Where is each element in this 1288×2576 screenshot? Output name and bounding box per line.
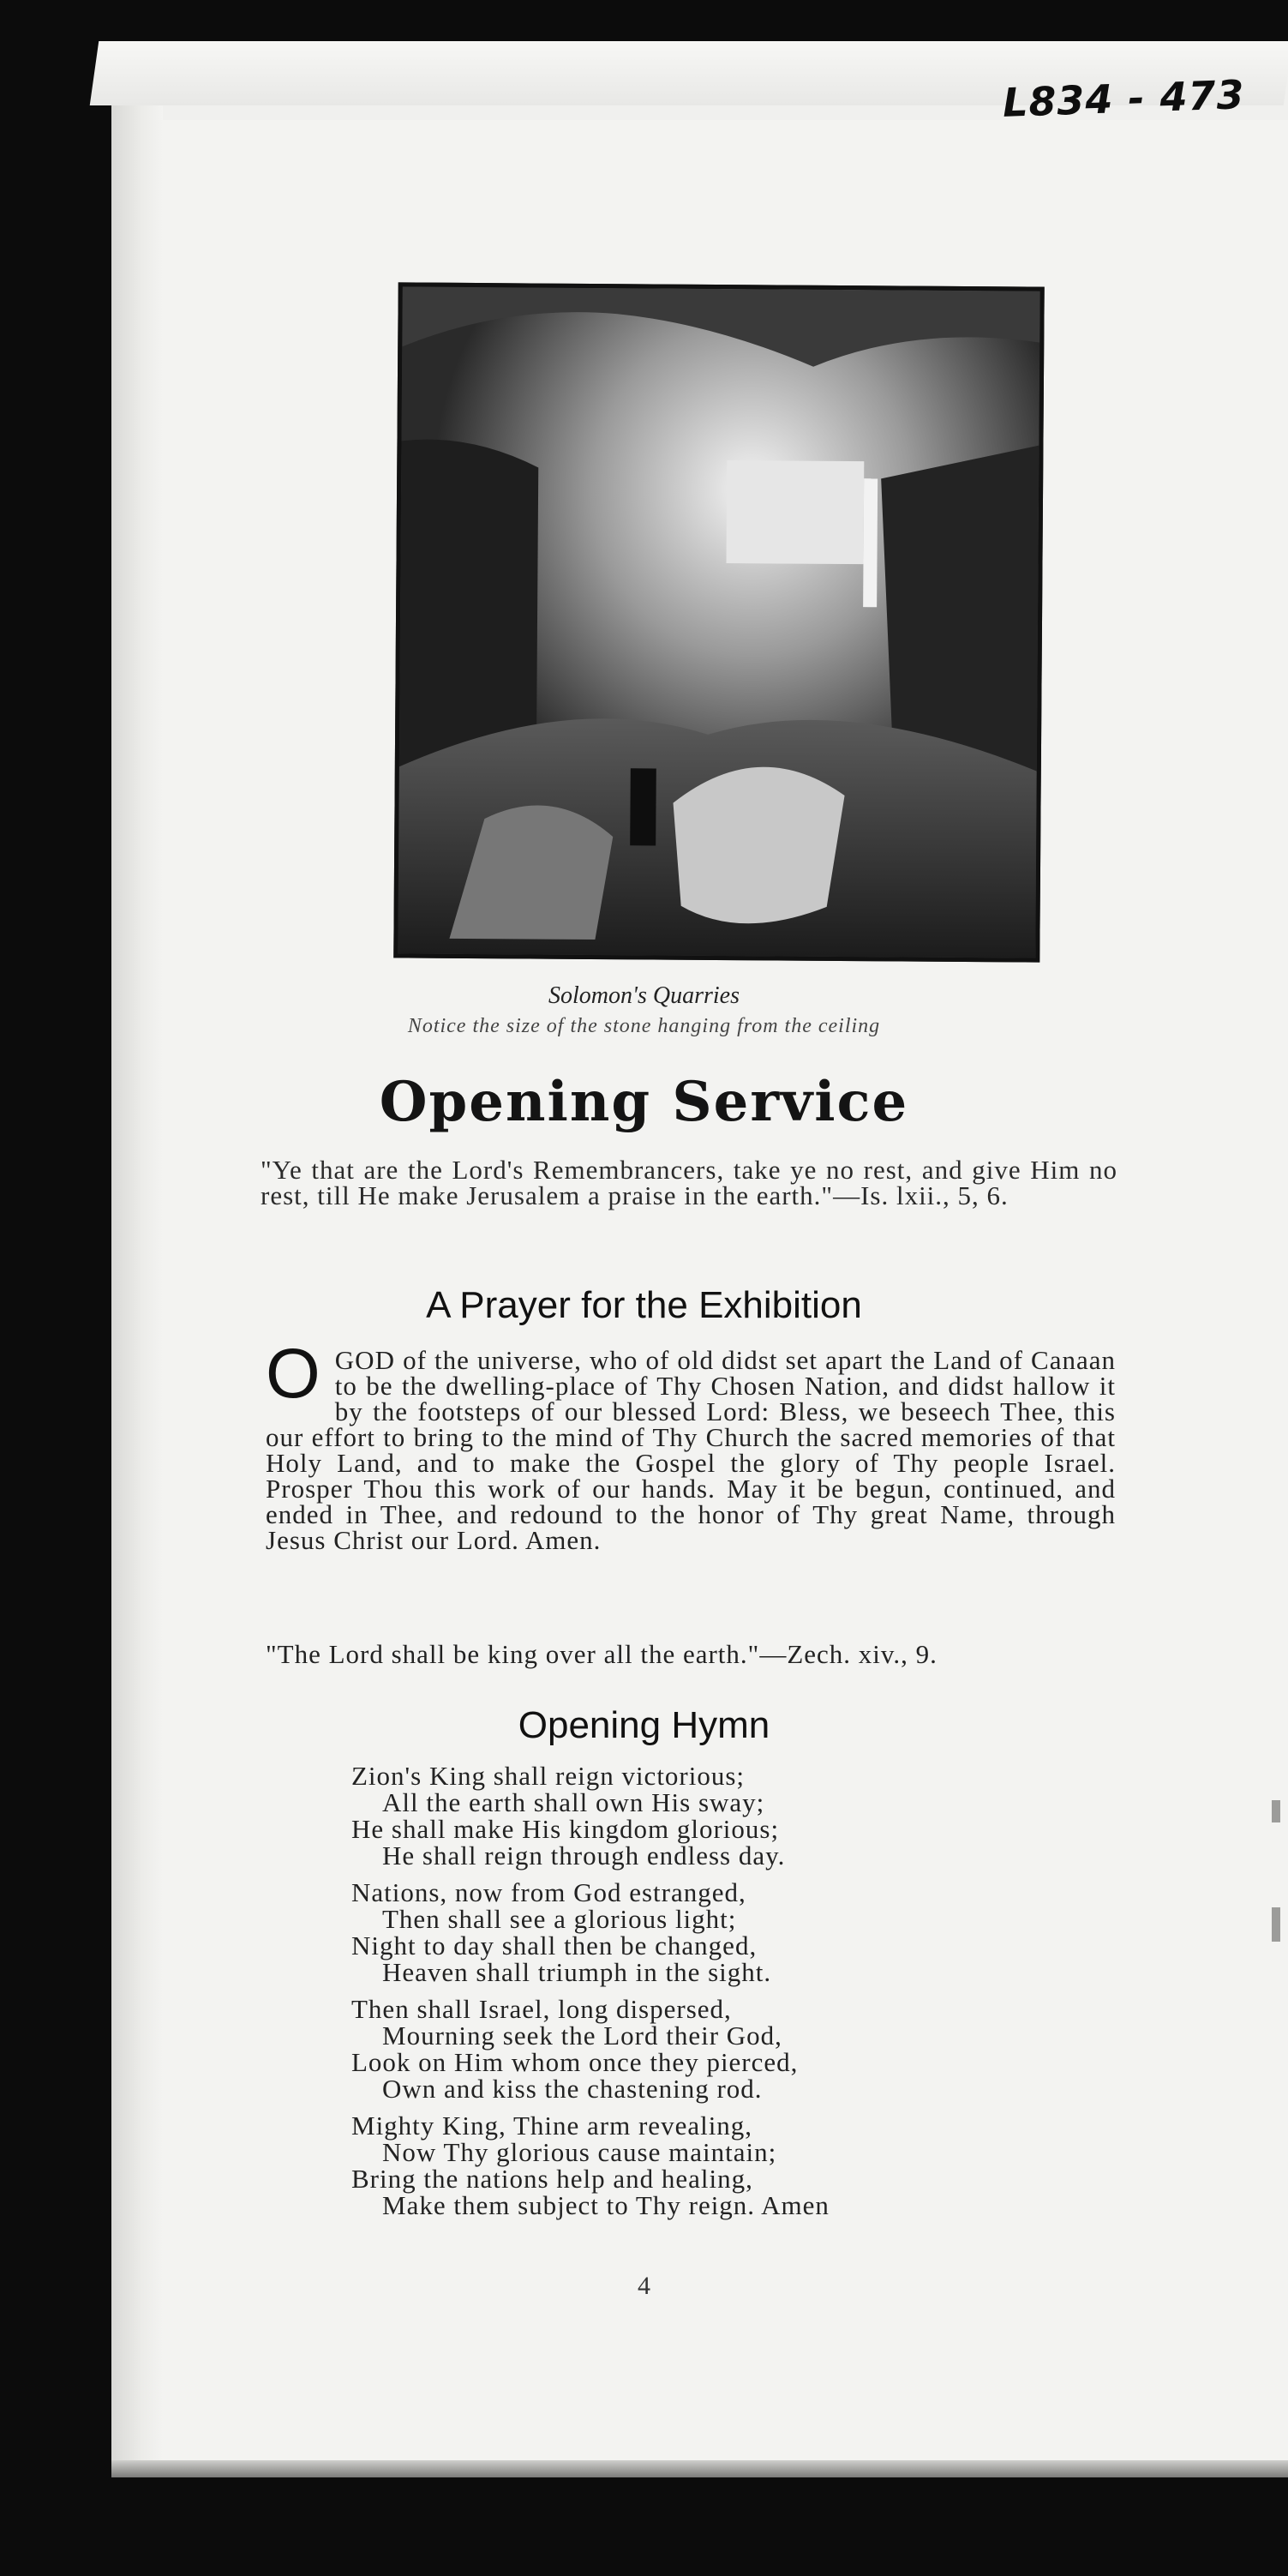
- hymn-line: Then shall Israel, long dispersed,: [351, 1994, 732, 2024]
- quarry-photo: [393, 282, 1044, 962]
- hymn-line: He shall reign through endless day.: [382, 1840, 786, 1870]
- hymn-line: Mighty King, Thine arm revealing,: [351, 2111, 753, 2141]
- hymn-line: Heaven shall triumph in the sight.: [382, 1957, 772, 1987]
- hymn-stanza: [351, 2112, 1020, 2219]
- prayer-body: GOD of the universe, who of old didst set apart the Land of Canaan to be the dwelling-place of Thy Chosen Nation, and didst hallow it by the footsteps of our blessed Lord: Bless, we beseech Thee, this our effort to bring to the mind of Thy Church the sacred memories of that Holy Land, and to make the Gospel the glory of Thy people Israel. Prosper Thou this work of our hands. May it be begun, continued, and ended in Thee, and redound to the honor of Thy great Name, through Jesus Christ our Lord. Amen.: [266, 1345, 1116, 1555]
- hymn-stanza: [351, 1879, 1020, 1985]
- photo-caption-title: Solomon's Quarries: [548, 982, 740, 1009]
- photo-caption-note: Notice the size of the stone hanging from the ceiling: [407, 1015, 881, 1037]
- hymn-line: He shall make His kingdom glorious;: [351, 1814, 780, 1844]
- page-bottom-edge: [111, 2460, 1288, 2477]
- hymn-line: Own and kiss the chastening rod.: [382, 2074, 763, 2104]
- prayer-heading: A Prayer for the Exhibition: [426, 1284, 862, 1326]
- prayer-dropcap: O: [266, 1335, 321, 1413]
- hymn-heading: Opening Hymn: [518, 1704, 770, 1746]
- quarry-photo-image: [398, 286, 1039, 958]
- edge-mark: [1272, 1800, 1280, 1822]
- zechariah-quote: "The Lord shall be king over all the earth."—Zech. xiv., 9.: [266, 1639, 938, 1669]
- hymn-line: Look on Him whom once they pierced,: [351, 2047, 799, 2077]
- page-number: 4: [638, 2272, 650, 2300]
- opening-service-heading: Opening Service: [379, 1070, 909, 1134]
- hymn-line: Zion's King shall reign victorious;: [351, 1761, 746, 1791]
- hymn-line: All the earth shall own His sway;: [382, 1787, 765, 1817]
- catalog-number: L834 - 473: [1002, 71, 1246, 126]
- hymn-text: [351, 1762, 1020, 2229]
- hymn-line: Night to day shall then be changed,: [351, 1930, 758, 1961]
- hymn-line: Nations, now from God estranged,: [351, 1877, 746, 1907]
- scripture-verse: "Ye that are the Lord's Remembrancers, take ye no rest, and give Him no rest, till He make Jerusalem a praise in the earth."—Is. lxii., 5, 6.: [261, 1155, 1117, 1210]
- hymn-line: Mourning seek the Lord their God,: [382, 2021, 782, 2051]
- hymn-line: Then shall see a glorious light;: [382, 1904, 737, 1934]
- hymn-line: Bring the nations help and healing,: [351, 2164, 753, 2194]
- hymn-stanza: [351, 1762, 1020, 1869]
- edge-mark: [1272, 1907, 1280, 1942]
- page-left-edge: [111, 69, 163, 2460]
- hymn-stanza: [351, 1996, 1020, 2102]
- prayer-text: [266, 1335, 1116, 1555]
- hymn-line: Make them subject to Thy reign. Amen: [382, 2190, 830, 2220]
- hymn-line: Now Thy glorious cause maintain;: [382, 2137, 777, 2167]
